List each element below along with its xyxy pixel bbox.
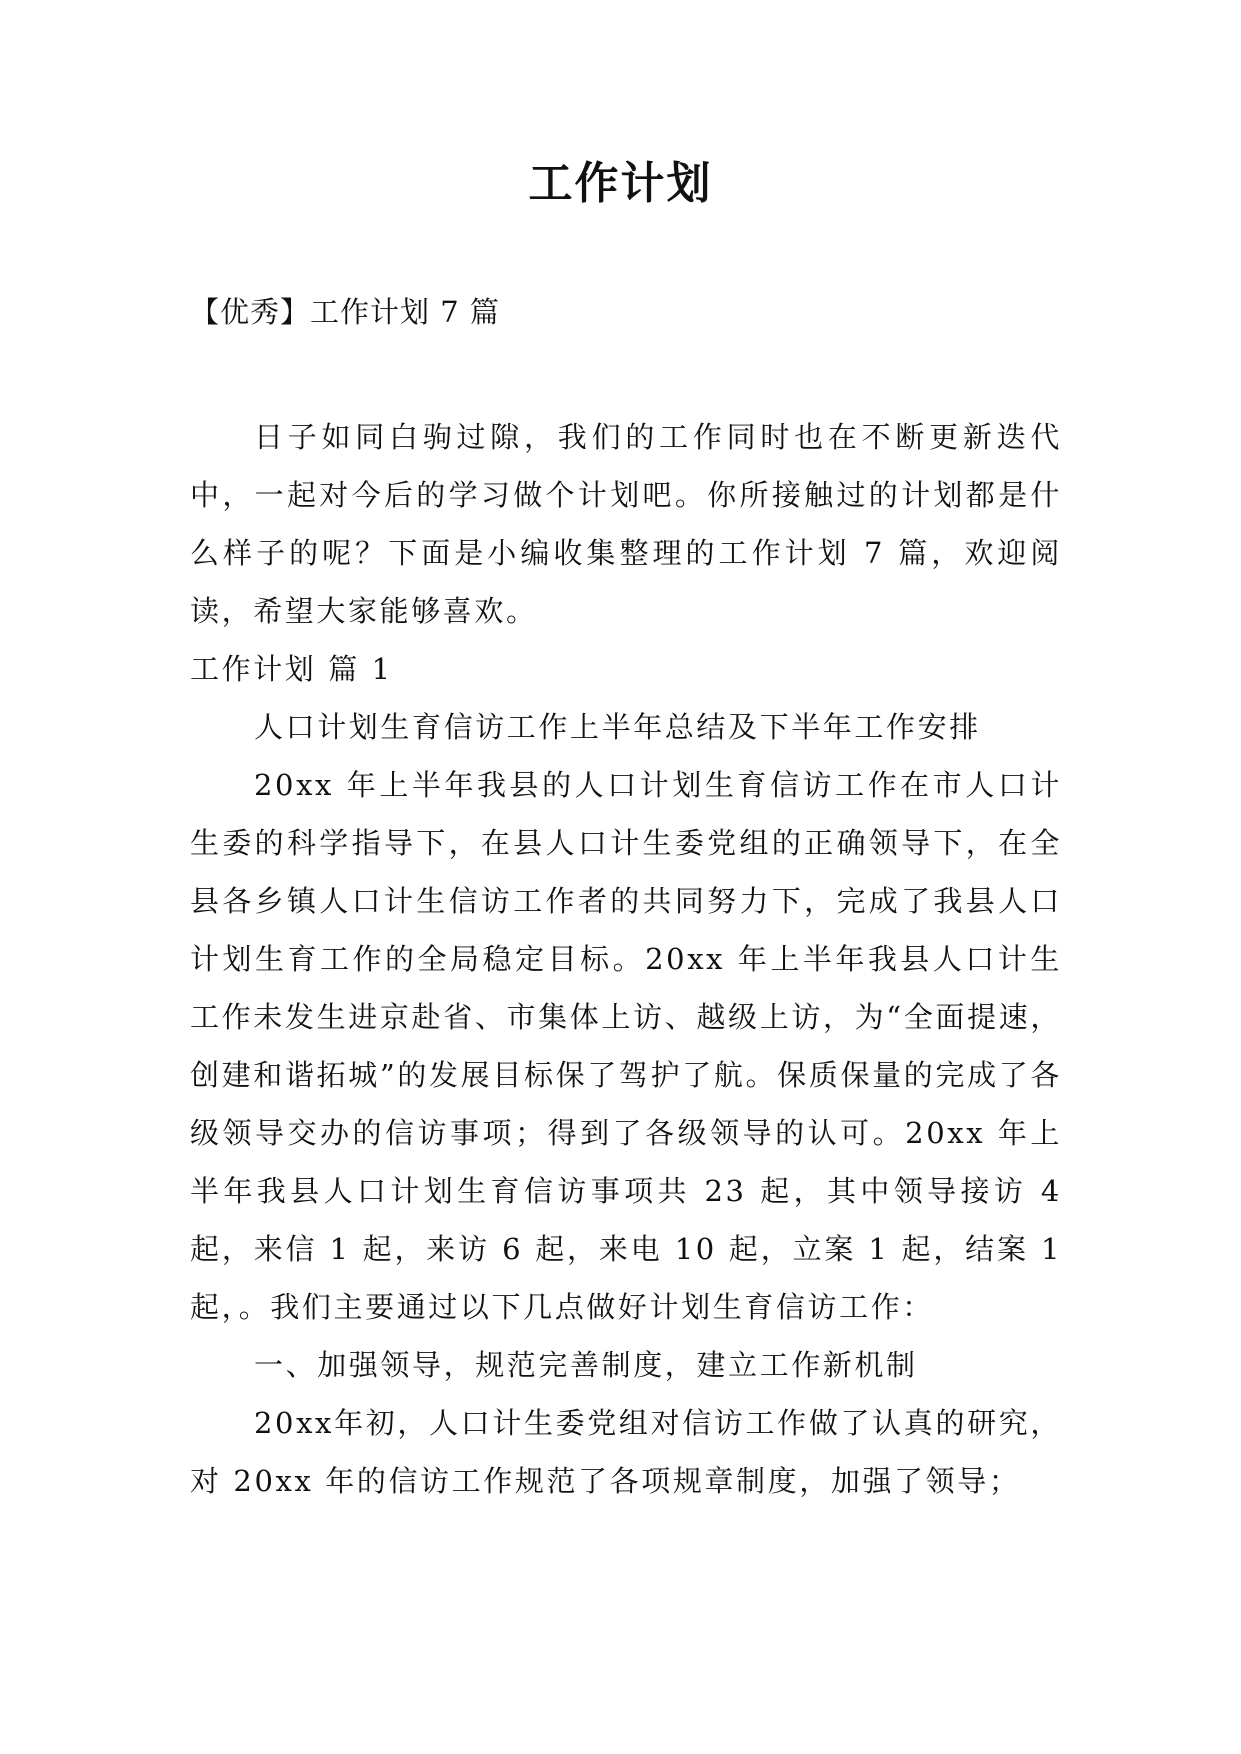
subsection-heading: 一、加强领导，规范完善制度，建立工作新机制 xyxy=(254,1348,918,1382)
body-paragraph: 20xx年初，人口计生委党组对信访工作做了认真的研究，对 20xx 年的信访工作规范了各项规章制度，加强了领导； xyxy=(190,1406,1062,1498)
intro-paragraph: 日子如同白驹过隙，我们的工作同时也在不断更新迭代中，一起对今后的学习做个计划吧。你所接触过的计划都是什么样子的呢？下面是小编收集整理的工作计划 7 篇，欢迎阅读，希望大家能够喜欢。 xyxy=(190,420,1062,628)
document-body xyxy=(190,408,1062,1510)
section-subtitle: 人口计划生育信访工作上半年总结及下半年工作安排 xyxy=(254,710,981,744)
body-paragraph: 20xx 年上半年我县的人口计划生育信访工作在市人口计生委的科学指导下，在县人口计生委党组的正确领导下，在全县各乡镇人口计生信访工作者的共同努力下，完成了我县人口计划生育工作的全局稳定目标。20xx 年上半年我县人口计生工作未发生进京赴省、市集体上访、越级上访，为“全面提速，创建和谐拓城”的发展目标保了驾护了航。保质保量的完成了各级领导交办的信访事项；得到了各级领导的认可。20xx 年上半年我县人口计划生育信访事项共 23 起，其中领导接访 4 起，来信 1 起，来访 6 起，来电 10 起，立案 1 起，结案 1 起，。我们主要通过以下几点做好计划生育信访工作： xyxy=(190,768,1062,1324)
section-heading: 工作计划 篇 1 xyxy=(190,652,393,686)
document-subtitle: 【优秀】工作计划 7 篇 xyxy=(190,295,500,329)
document-title: 工作计划 xyxy=(528,158,713,209)
